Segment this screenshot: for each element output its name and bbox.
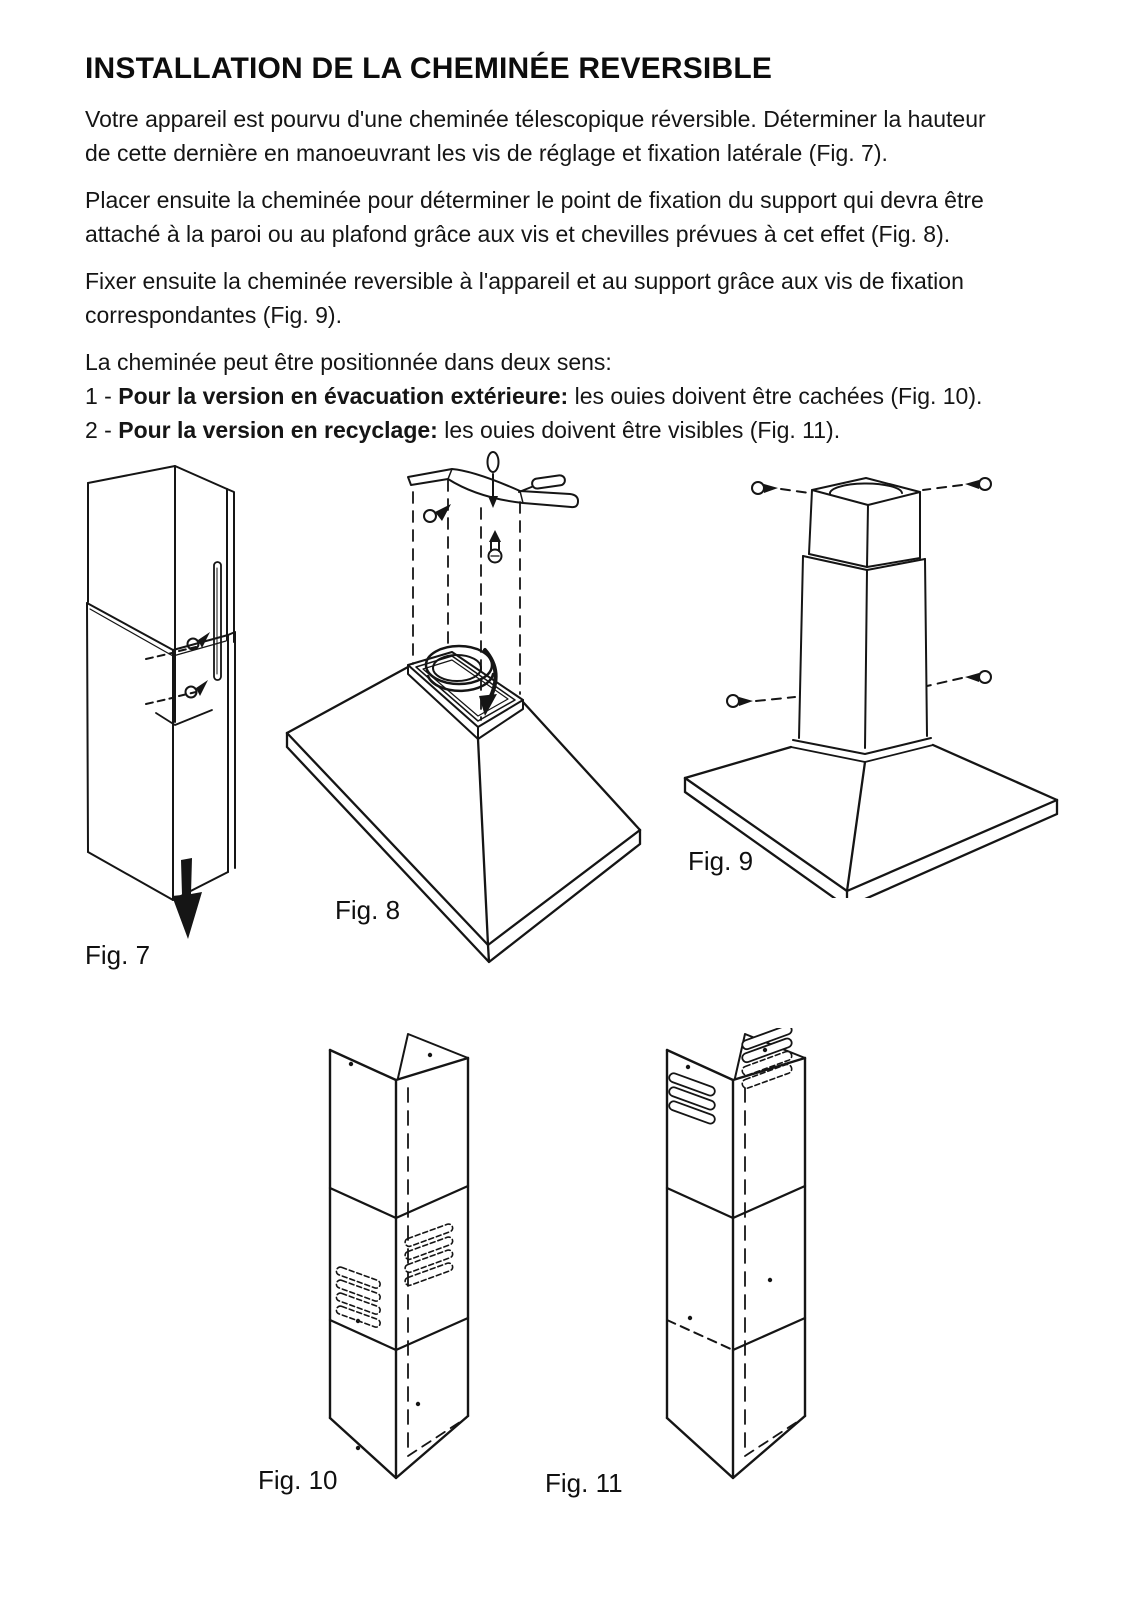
- screw-icon: [923, 478, 991, 490]
- figure-7: [78, 452, 258, 992]
- screw-icon: [424, 504, 451, 522]
- figure-11: [540, 1028, 825, 1508]
- figure-caption: Fig. 11: [545, 1468, 623, 1498]
- fig10-chimney-vents-hidden-drawing: [318, 1028, 478, 1488]
- rotation-arrow-icon: [479, 694, 497, 716]
- figure-caption: Fig. 10: [258, 1465, 338, 1495]
- text-line: La cheminée peut être positionnée dans deux sens:: [85, 349, 612, 375]
- fig8-hood-bracket-drawing: [280, 440, 645, 970]
- figure-9: [655, 448, 1067, 903]
- page-title: INSTALLATION DE LA CHEMINÉE REVERSIBLE: [85, 52, 773, 85]
- text-line: Fixer ensuite la cheminée reversible à l'appareil et au support grâce aux vis de fixation: [85, 268, 964, 294]
- list-prefix: 1 -: [85, 383, 119, 409]
- list-prefix: 2 -: [85, 417, 119, 443]
- text-line: de cette dernière en manoeuvrant les vis de réglage et fixation latérale (Fig. 7).: [85, 140, 888, 166]
- figure-8: [280, 440, 650, 975]
- fig11-chimney-vents-visible-drawing: [655, 1028, 815, 1488]
- text-block: [85, 52, 1070, 447]
- vent-louvers-hidden: [335, 1223, 453, 1328]
- list-text: les ouies doivent être visibles (Fig. 11).: [437, 417, 841, 443]
- text-line: Placer ensuite la cheminée pour déterminer le point de fixation du support qui devra être: [85, 187, 984, 213]
- figure-10: [250, 1028, 485, 1508]
- text-line: attaché à la paroi ou au plafond grâce aux vis et chevilles prévues à cet effet (Fig. 8).: [85, 221, 951, 247]
- screw-icon: [489, 530, 502, 563]
- screw-icon: [727, 695, 795, 707]
- list-text: les ouies doivent être cachées (Fig. 10).: [568, 383, 983, 409]
- figure-caption: Fig. 9: [688, 846, 754, 876]
- fig7-telescopic-chimney-drawing: [78, 452, 248, 942]
- list-label: Pour la version en évacuation extérieure:: [118, 383, 569, 409]
- paragraph-1: [85, 102, 1070, 170]
- adjustment-slot: [214, 562, 221, 680]
- screw-hole-dots: [349, 1053, 432, 1450]
- list-label: Pour la version en recyclage:: [118, 417, 438, 443]
- figure-caption: Fig. 7: [85, 940, 151, 970]
- screw-icon: [927, 671, 991, 686]
- screw-icon: [186, 680, 209, 698]
- paragraph-2: [85, 183, 1070, 251]
- paragraph-4: [85, 345, 1070, 447]
- vent-louvers-visible: [668, 1028, 793, 1125]
- wall-plug-icon: [519, 475, 566, 492]
- chimney-lower-section: [791, 556, 933, 762]
- text-line: Votre appareil est pourvu d'une cheminée télescopique réversible. Déterminer la hauteur: [85, 106, 986, 132]
- figure-caption: Fig. 8: [335, 895, 401, 925]
- screw-icon: [752, 482, 809, 494]
- text-line: correspondantes (Fig. 9).: [85, 302, 342, 328]
- paragraph-3: [85, 264, 1070, 332]
- down-arrow-icon: [172, 858, 202, 939]
- fig9-assembled-hood-drawing: [655, 448, 1065, 898]
- chimney-upper-section: [809, 478, 920, 567]
- list-item-1: [85, 379, 1070, 413]
